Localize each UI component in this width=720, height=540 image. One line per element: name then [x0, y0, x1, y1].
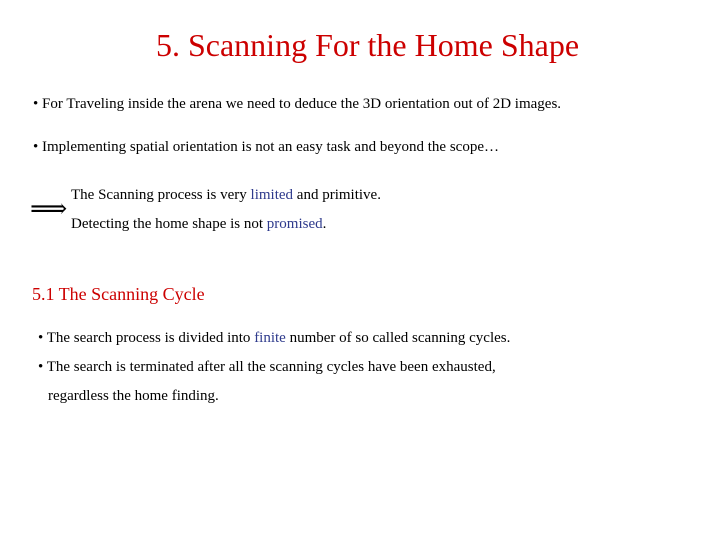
bullet-terminated: • The search is terminated after all the scanning cycles have been exhausted, [38, 359, 496, 375]
highlight-limited: limited [250, 187, 294, 203]
text-segment: and primitive. [293, 187, 381, 203]
implies-arrow-icon: ⟹ [30, 194, 68, 223]
slide-title: 5. Scanning For the Home Shape [155, 27, 580, 63]
text-segment: • The search process is divided into [38, 330, 255, 346]
text-segment: The Scanning process is very [71, 187, 251, 203]
implication-line-promised [71, 215, 326, 233]
bullet-traveling: • For Traveling inside the arena we need to deduce the 3D orientation out of 2D images. [33, 96, 562, 112]
highlight-finite: finite [254, 330, 286, 346]
text-segment: . [322, 216, 327, 232]
section-heading: 5.1 The Scanning Cycle [32, 284, 205, 304]
implication-line-limited [71, 186, 381, 204]
bullet-implementing: • Implementing spatial orientation is not an easy task and beyond the scope… [33, 139, 499, 155]
highlight-promised: promised [266, 216, 323, 232]
bullet-finite [38, 329, 510, 347]
text-segment: number of so called scanning cycles. [285, 330, 511, 346]
bullet-terminated-continuation: regardless the home finding. [48, 388, 219, 404]
text-segment: Detecting the home shape is not [71, 216, 267, 232]
